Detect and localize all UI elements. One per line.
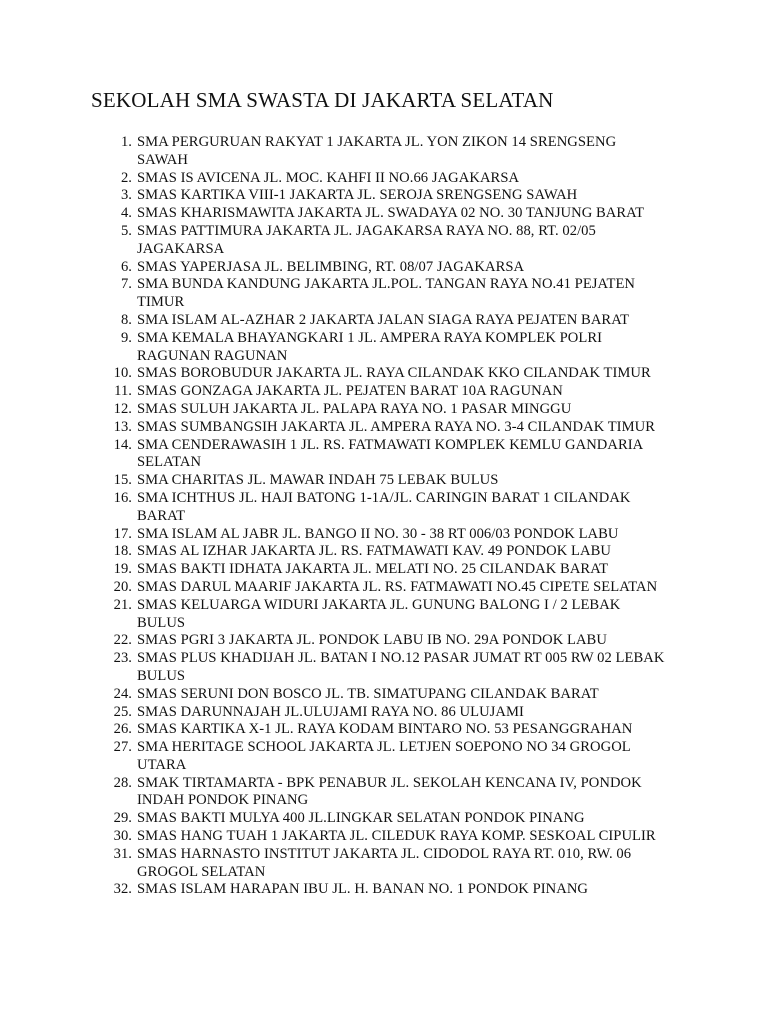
list-item-text: SMAS PLUS KHADIJAH JL. BATAN I NO.12 PASAR JUMAT RT 005 RW 02 LEBAK BULUS bbox=[137, 650, 665, 684]
list-item-text: SMAS YAPERJASA JL. BELIMBING, RT. 08/07 JAGAKARSA bbox=[137, 258, 525, 275]
list-item bbox=[0, 223, 667, 259]
list-item bbox=[0, 187, 667, 205]
list-item bbox=[0, 365, 667, 383]
list-item-text: SMAS BAKTI IDHATA JAKARTA JL. MELATI NO. 25 CILANDAK BARAT bbox=[137, 561, 609, 578]
list-item-number: 10. bbox=[113, 365, 132, 382]
list-item-text: SMAS SUMBANGSIH JAKARTA JL. AMPERA RAYA NO. 3-4 CILANDAK TIMUR bbox=[137, 418, 655, 435]
list-item-text: SMA PERGURUAN RAKYAT 1 JAKARTA JL. YON ZIKON 14 SRENGSENG SAWAH bbox=[137, 134, 617, 168]
list-item-text: SMAS KHARISMAWITA JAKARTA JL. SWADAYA 02 NO. 30 TANJUNG BARAT bbox=[137, 205, 645, 222]
list-item-text: SMA BUNDA KANDUNG JAKARTA JL.POL. TANGAN RAYA NO.41 PEJATEN TIMUR bbox=[137, 276, 635, 311]
list-item-text: SMAS KARTIKA VIII-1 JAKARTA JL. SEROJA SRENGSENG SAWAH bbox=[137, 187, 578, 204]
list-item bbox=[0, 650, 667, 686]
list-item-number: 15. bbox=[113, 472, 132, 489]
list-item bbox=[0, 739, 667, 775]
list-item bbox=[0, 810, 667, 828]
list-item bbox=[0, 526, 667, 544]
list-item-number: 18. bbox=[113, 543, 132, 560]
document-title: SEKOLAH SMA SWASTA DI JAKARTA SELATAN bbox=[91, 88, 554, 112]
list-item bbox=[0, 828, 667, 846]
list-item-number: 3. bbox=[120, 187, 132, 204]
list-item-text: SMA ICHTHUS JL. HAJI BATONG 1-1A/JL. CARINGIN BARAT 1 CILANDAK BARAT bbox=[137, 489, 631, 524]
list-item bbox=[0, 401, 667, 419]
list-item-number: 1. bbox=[120, 134, 132, 150]
list-item bbox=[0, 632, 667, 650]
list-item bbox=[0, 846, 667, 882]
list-item-number: 28. bbox=[113, 774, 132, 791]
list-item-number: 23. bbox=[113, 650, 132, 667]
list-item-number: 27. bbox=[113, 739, 132, 756]
list-item-number: 30. bbox=[113, 828, 132, 845]
list-item-text: SMA KEMALA BHAYANGKARI 1 JL. AMPERA RAYA KOMPLEK POLRI RAGUNAN RAGUNAN bbox=[137, 329, 603, 364]
list-item-number: 7. bbox=[120, 276, 132, 293]
list-item-text: SMAS SULUH JAKARTA JL. PALAPA RAYA NO. 1 PASAR MINGGU bbox=[137, 400, 572, 417]
list-item bbox=[0, 579, 667, 597]
list-item bbox=[0, 170, 667, 188]
list-item-number: 32. bbox=[113, 881, 132, 898]
list-item-number: 12. bbox=[113, 400, 132, 417]
list-item bbox=[0, 597, 667, 633]
list-item-text: SMAS HARNASTO INSTITUT JAKARTA JL. CIDODOL RAYA RT. 010, RW. 06 GROGOL SELATAN bbox=[137, 845, 632, 880]
school-list bbox=[0, 134, 768, 899]
list-item-number: 21. bbox=[113, 596, 132, 613]
list-item-number: 5. bbox=[120, 222, 132, 239]
list-item bbox=[0, 437, 667, 473]
list-item-text: SMAS BAKTI MULYA 400 JL.LINGKAR SELATAN PONDOK PINANG bbox=[137, 810, 585, 827]
list-item-text: SMA ISLAM AL JABR JL. BANGO II NO. 30 - 38 RT 006/03 PONDOK LABU bbox=[137, 525, 619, 542]
list-item-text: SMAS PATTIMURA JAKARTA JL. JAGAKARSA RAYA NO. 88, RT. 02/05 JAGAKARSA bbox=[137, 222, 596, 257]
list-item bbox=[0, 312, 667, 330]
list-item-text: SMAS HANG TUAH 1 JAKARTA JL. CILEDUK RAYA KOMP. SESKOAL CIPULIR bbox=[137, 828, 656, 845]
list-item bbox=[0, 704, 667, 722]
list-item bbox=[0, 775, 667, 811]
list-item-text: SMAS DARUL MAARIF JAKARTA JL. RS. FATMAWATI NO.45 CIPETE SELATAN bbox=[137, 578, 658, 595]
list-item bbox=[0, 419, 667, 437]
list-item-text: SMAS ISLAM HARAPAN IBU JL. H. BANAN NO. 1 PONDOK PINANG bbox=[137, 881, 589, 898]
list-item-text: SMAS KARTIKA X-1 JL. RAYA KODAM BINTARO NO. 53 PESANGGRAHAN bbox=[137, 721, 633, 738]
list-item bbox=[0, 490, 667, 526]
list-item-number: 8. bbox=[120, 311, 132, 328]
list-item-number: 2. bbox=[120, 169, 132, 186]
list-item-number: 19. bbox=[113, 561, 132, 578]
list-item-number: 31. bbox=[113, 845, 132, 862]
list-item bbox=[0, 259, 667, 277]
list-item-text: SMAS SERUNI DON BOSCO JL. TB. SIMATUPANG CILANDAK BARAT bbox=[137, 685, 599, 702]
list-item-text: SMA ISLAM AL-AZHAR 2 JAKARTA JALAN SIAGA RAYA PEJATEN BARAT bbox=[137, 311, 630, 328]
list-item bbox=[0, 383, 667, 401]
list-item-number: 17. bbox=[113, 525, 132, 542]
list-item bbox=[0, 561, 667, 579]
list-item-text: SMAS DARUNNAJAH JL.ULUJAMI RAYA NO. 86 ULUJAMI bbox=[137, 703, 524, 720]
list-item bbox=[0, 881, 667, 899]
list-item-text: SMAS KELUARGA WIDURI JAKARTA JL. GUNUNG BALONG I / 2 LEBAK BULUS bbox=[137, 596, 621, 631]
list-item-number: 13. bbox=[113, 418, 132, 435]
list-item-number: 26. bbox=[113, 721, 132, 738]
list-item-text: SMAS GONZAGA JAKARTA JL. PEJATEN BARAT 10A RAGUNAN bbox=[137, 383, 563, 400]
list-item-text: SMA HERITAGE SCHOOL JAKARTA JL. LETJEN SOEPONO NO 34 GROGOL UTARA bbox=[137, 739, 631, 773]
list-item-text: SMAS BOROBUDUR JAKARTA JL. RAYA CILANDAK KKO CILANDAK TIMUR bbox=[137, 365, 651, 382]
list-item bbox=[0, 721, 667, 739]
list-item-number: 22. bbox=[113, 632, 132, 649]
list-item bbox=[0, 686, 667, 704]
list-item-text: SMAK TIRTAMARTA - BPK PENABUR JL. SEKOLAH KENCANA IV, PONDOK INDAH PONDOK PINANG bbox=[137, 774, 642, 809]
list-item-number: 16. bbox=[113, 489, 132, 506]
list-item bbox=[0, 543, 667, 561]
list-item bbox=[0, 330, 667, 366]
list-item bbox=[0, 205, 667, 223]
list-item-text: SMA CHARITAS JL. MAWAR INDAH 75 LEBAK BULUS bbox=[137, 472, 499, 489]
list-item-number: 24. bbox=[113, 685, 132, 702]
list-item bbox=[0, 472, 667, 490]
list-item-number: 9. bbox=[120, 329, 132, 346]
list-item-number: 4. bbox=[120, 205, 132, 222]
list-item-number: 14. bbox=[113, 436, 132, 453]
list-item-text: SMAS IS AVICENA JL. MOC. KAHFI II NO.66 JAGAKARSA bbox=[137, 169, 520, 186]
list-item-text: SMA CENDERAWASIH 1 JL. RS. FATMAWATI KOMPLEK KEMLU GANDARIA SELATAN bbox=[137, 436, 643, 471]
list-item-text: SMAS AL IZHAR JAKARTA JL. RS. FATMAWATI KAV. 49 PONDOK LABU bbox=[137, 543, 611, 560]
list-item-number: 25. bbox=[113, 703, 132, 720]
list-item-number: 11. bbox=[114, 383, 132, 400]
list-item bbox=[0, 276, 667, 312]
list-item-text: SMAS PGRI 3 JAKARTA JL. PONDOK LABU IB NO. 29A PONDOK LABU bbox=[137, 632, 607, 649]
list-item-number: 6. bbox=[120, 258, 132, 275]
list-item-number: 20. bbox=[113, 578, 132, 595]
list-item-number: 29. bbox=[113, 810, 132, 827]
list-item bbox=[0, 134, 667, 170]
